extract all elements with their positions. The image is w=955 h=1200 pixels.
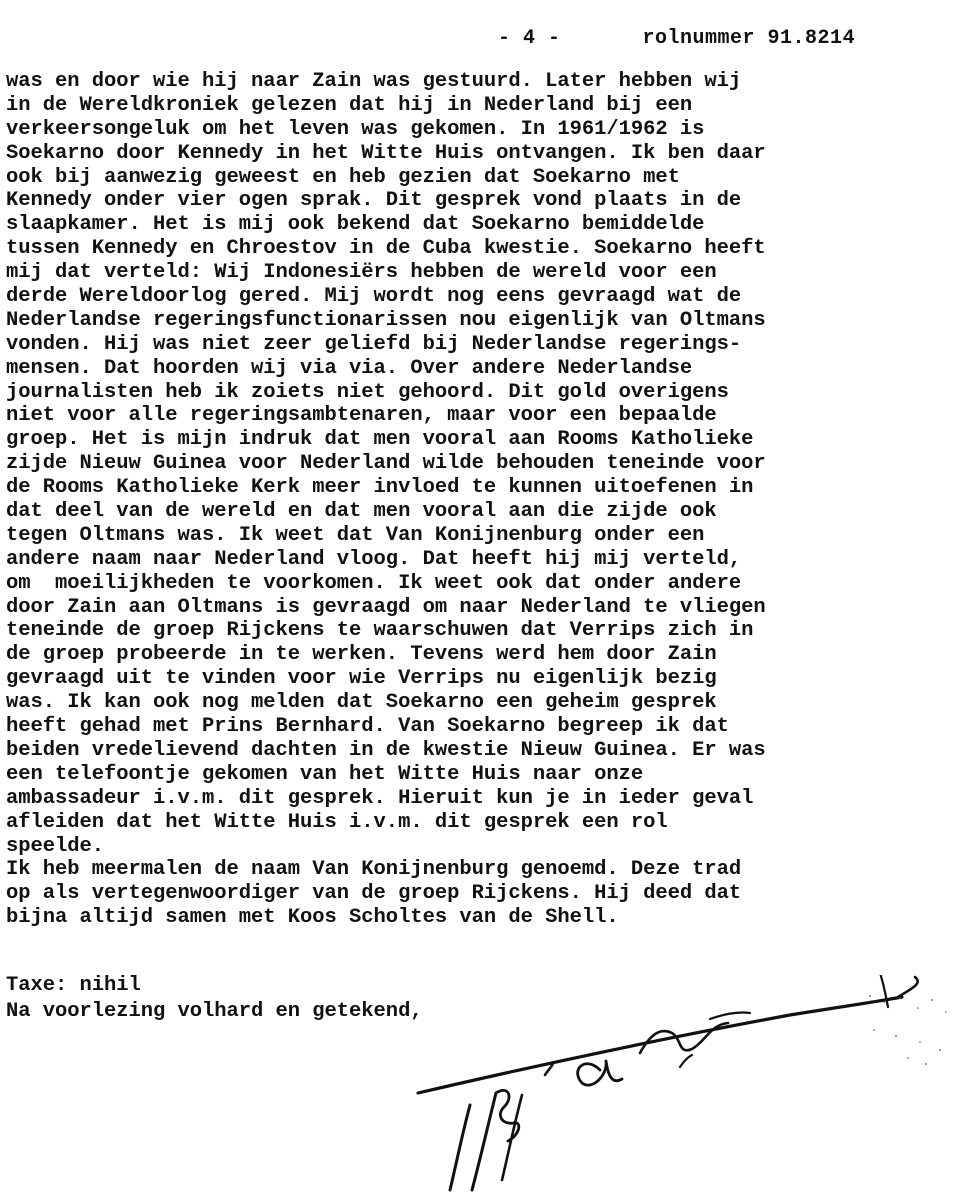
closing-block	[6, 973, 423, 1025]
body-line: een telefoontje gekomen van het Witte Huis naar onze	[6, 762, 644, 786]
body-line: speelde.	[6, 834, 105, 858]
body-line: was en door wie hij naar Zain was gestuurd. Later hebben wij	[6, 70, 742, 93]
body-line: zijde Nieuw Guinea voor Nederland wilde behouden teneinde voor	[6, 452, 766, 476]
body-line: door Zain aan Oltmans is gevraagd om naar Nederland te vliegen	[6, 595, 766, 619]
body-line: groep. Het is mijn indruk dat men vooral aan Rooms Katholieke	[6, 428, 754, 452]
body-line: gevraagd uit te vinden voor wie Verrips nu eigenlijk bezig	[6, 667, 717, 691]
page-number: - 4 -	[498, 27, 561, 50]
body-line: Nederlandse regeringsfunctionarissen nou eigenlijk van Oltmans	[6, 308, 766, 332]
body-line: dat deel van de wereld en dat men vooral aan die zijde ook	[6, 500, 717, 524]
body-line: ambassadeur i.v.m. dit gesprek. Hieruit kun je in ieder geval	[6, 786, 754, 810]
body-line: was. Ik kan ook nog melden dat Soekarno een geheim gesprek	[6, 691, 717, 715]
taxe-line: Taxe: nihil	[6, 974, 141, 997]
body-line: bijna altijd samen met Koos Scholtes van de Shell.	[6, 906, 619, 930]
body-line: mij dat verteld: Wij Indonesiërs hebben de wereld voor een	[6, 261, 717, 285]
body-line: journalisten heb ik zoiets niet gehoord. Dit gold overigens	[6, 380, 729, 404]
body-line: Soekarno door Kennedy in het Witte Huis ontvangen. Ik ben daar	[6, 141, 766, 165]
body-line: Ik heb meermalen de naam Van Konijnenburg genoemd. Deze trad	[6, 858, 742, 882]
body-line: vonden. Hij was niet zeer geliefd bij Nederlandse regerings-	[6, 332, 742, 356]
body-line: tussen Kennedy en Chroestov in de Cuba kwestie. Soekarno heeft	[6, 237, 766, 261]
statement-body	[6, 70, 951, 930]
body-line: op als vertegenwoordiger van de groep Rijckens. Hij deed dat	[6, 882, 742, 906]
body-line: mensen. Dat hoorden wij via via. Over andere Nederlandse	[6, 356, 693, 380]
body-line: tegen Oltmans was. Ik weet dat Van Konijnenburg onder een	[6, 523, 705, 547]
body-line: ook bij aanwezig geweest en heb gezien dat Soekarno met	[6, 165, 680, 189]
body-line: om moeilijkheden te voorkomen. Ik weet ook dat onder andere	[6, 571, 742, 595]
body-line: verkeersongeluk om het leven was gekomen. In 1961/1962 is	[6, 117, 705, 141]
signed-statement-line: Na voorlezing volhard en getekend,	[6, 1000, 423, 1023]
roll-number: rolnummer 91.8214	[642, 27, 856, 50]
body-line: heeft gehad met Prins Bernhard. Van Soekarno begreep ik dat	[6, 715, 729, 739]
body-line: teneinde de groep Rijckens te waarschuwen dat Verrips zich in	[6, 619, 754, 643]
body-line: andere naam naar Nederland vloog. Dat heeft hij mij verteld,	[6, 547, 742, 571]
body-line: in de Wereldkroniek gelezen dat hij in Nederland bij een	[6, 93, 693, 117]
body-line: afleiden dat het Witte Huis i.v.m. dit gesprek een rol	[6, 810, 668, 834]
body-line: de Rooms Katholieke Kerk meer invloed te kunnen uitoefenen in	[6, 476, 754, 500]
page-header	[448, 4, 855, 73]
body-line: niet voor alle regeringsambtenaren, maar voor een bepaalde	[6, 404, 717, 428]
body-line: derde Wereldoorlog gered. Mij wordt nog eens gevraagd wat de	[6, 285, 742, 309]
body-line: slaapkamer. Het is mij ook bekend dat Soekarno bemiddelde	[6, 213, 705, 237]
body-line: beiden vredelievend dachten in de kwestie Nieuw Guinea. Er was	[6, 738, 766, 762]
body-line: Kennedy onder vier ogen sprak. Dit gesprek vond plaats in de	[6, 189, 742, 213]
scan-speckles	[860, 990, 955, 1070]
body-line: de groep probeerde in te werken. Tevens werd hem door Zain	[6, 643, 717, 667]
